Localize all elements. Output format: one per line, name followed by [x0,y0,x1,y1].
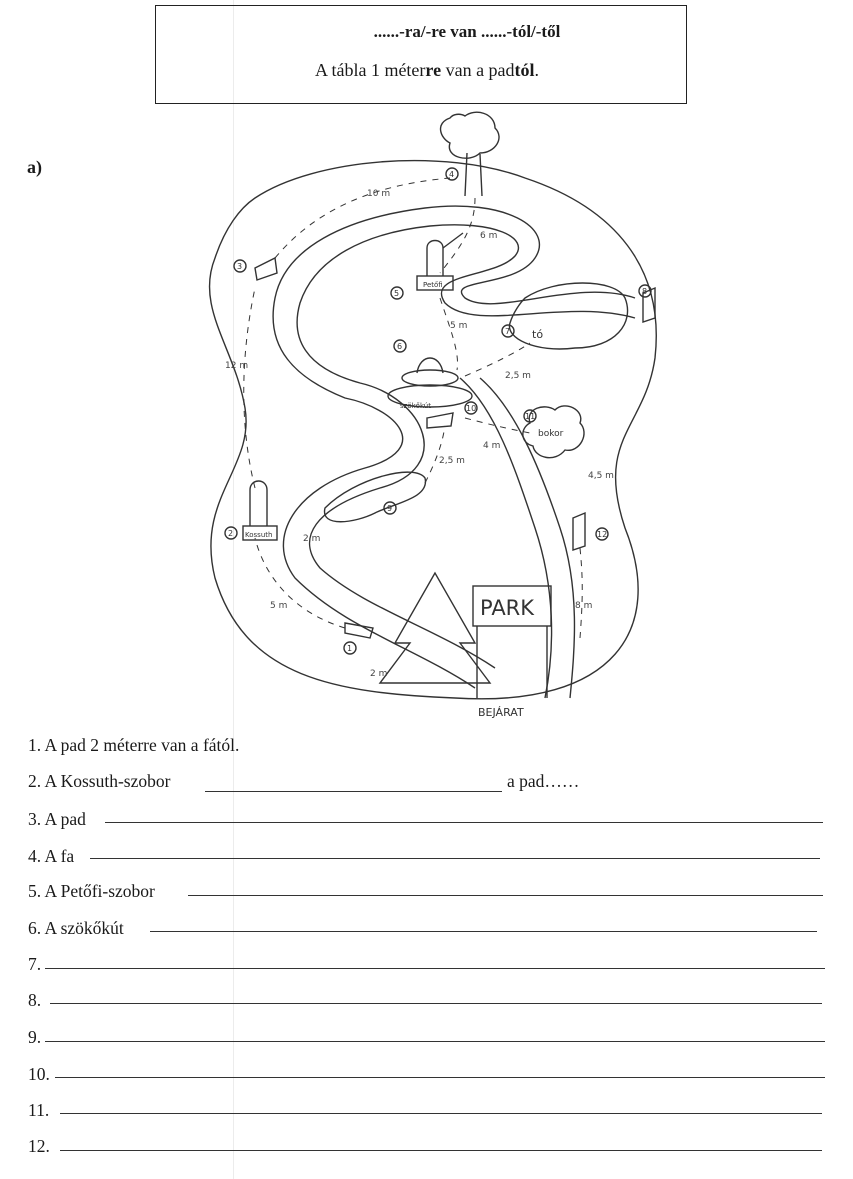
rule-example-suffix-1: re [425,60,442,80]
sentence-11: 11. [28,1100,50,1120]
answer-blank-9[interactable] [45,1041,825,1042]
svg-text:10 m: 10 m [367,189,391,199]
svg-text:6 m: 6 m [480,231,498,241]
svg-text:3: 3 [237,262,243,271]
answer-blank-2[interactable] [205,791,502,792]
svg-text:4 m: 4 m [483,441,501,451]
rule-title: ......-ra/-re van ......-tól/-től [373,22,561,41]
bush-label: bokor [538,429,564,439]
sentence-6: 6. A szökőkút [28,918,124,938]
answer-blank-11[interactable] [60,1113,822,1114]
answer-blank-3[interactable] [105,822,823,823]
rule-example-part: van a pad [441,60,515,80]
svg-text:9: 9 [387,504,393,513]
park-sign-label: PARK [480,596,535,620]
svg-text:6: 6 [397,342,403,351]
rule-example-part: . [534,60,540,80]
svg-text:12: 12 [597,530,608,539]
answer-blank-12[interactable] [60,1150,822,1151]
sentence-2: 2. A Kossuth-szobor [28,771,171,791]
svg-text:8: 8 [642,287,648,296]
sentence-8: 8. [28,990,42,1010]
sentence-5: 5. A Petőfi-szobor [28,881,155,901]
rule-example-suffix-2: tól [514,60,535,80]
svg-text:5 m: 5 m [450,321,468,331]
sentence-3: 3. A pad [28,809,86,829]
petofi-label: Petőfi [423,281,443,289]
sentence-9: 9. [28,1027,42,1047]
sentence-10: 10. [28,1064,50,1084]
svg-text:4,5 m: 4,5 m [588,471,614,481]
exercise-label: a) [27,157,42,177]
fountain-label: szökőkút [400,402,431,410]
answer-blank-4[interactable] [90,858,820,859]
answer-blank-8[interactable] [50,1003,822,1004]
svg-text:10: 10 [466,404,477,413]
svg-text:2,5 m: 2,5 m [505,371,531,381]
svg-text:4: 4 [449,170,455,179]
svg-text:5 m: 5 m [270,601,288,611]
sentence-2-suffix: a pad…… [507,771,580,791]
svg-text:12 m: 12 m [225,361,249,371]
answer-blank-6[interactable] [150,931,817,932]
sentence-4: 4. A fa [28,846,75,866]
svg-text:8 m: 8 m [575,601,593,611]
svg-text:2: 2 [228,529,234,538]
svg-text:2 m: 2 m [303,534,321,544]
kossuth-label: Kossuth [245,531,273,539]
rule-example-part: A tábla 1 méter [314,60,426,80]
svg-text:2,5 m: 2,5 m [439,456,465,466]
svg-text:11: 11 [525,412,536,421]
svg-text:5: 5 [394,289,400,298]
sentence-1: 1. A pad 2 méterre van a fától. [28,735,240,755]
pond-label: tó [532,328,544,341]
svg-text:1: 1 [347,644,353,653]
answer-blank-7[interactable] [45,968,825,969]
svg-text:7: 7 [505,327,511,336]
answer-blank-5[interactable] [188,895,823,896]
sentence-12: 12. [28,1136,50,1156]
svg-text:2 m: 2 m [370,669,388,679]
entrance-label: BEJÁRAT [478,706,524,718]
sentence-7: 7. [28,954,42,974]
answer-blank-10[interactable] [55,1077,825,1078]
